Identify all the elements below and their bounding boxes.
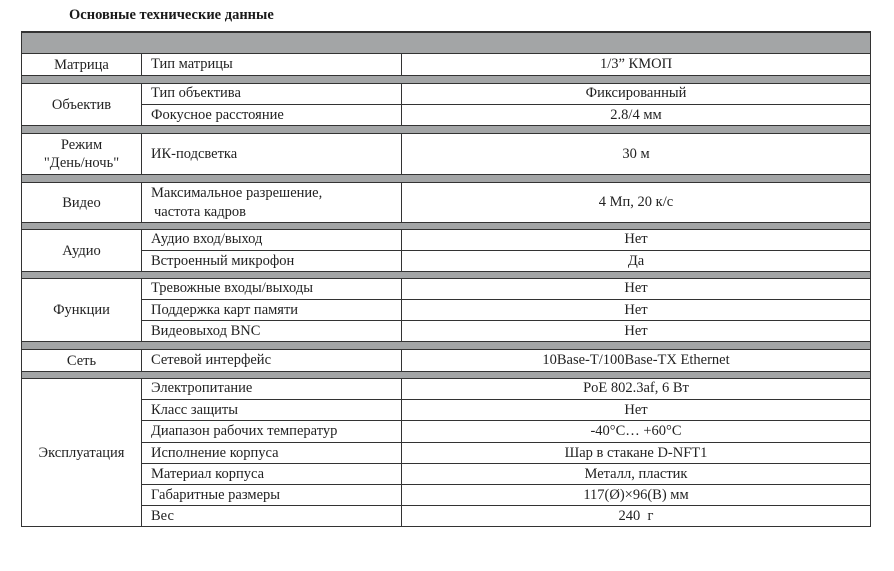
param-value: Да [627,253,645,269]
param-label: Габаритные размеры [142,485,402,505]
param-value: 10Base-T/100Base-TX Ethernet [542,352,730,368]
table-row [142,399,870,420]
param-label: Вес [142,506,402,527]
param-label: Поддержка карт памяти [142,300,402,320]
group-day-night [22,133,870,175]
table-row [142,378,870,399]
param-value: 4 Мп, 20 к/с [598,194,674,210]
param-label: Фокусное расстояние [142,105,402,126]
specs-table [21,31,871,527]
param-label: Электропитание [142,378,402,399]
param-value: 30 м [622,145,650,162]
param-value: Нет [624,323,648,339]
table-row [142,182,870,223]
param-label: Тип матрицы [142,53,402,76]
group-functions [22,278,870,342]
page-title: Основные технические данные [69,7,274,23]
param-label: Аудио вход/выход [142,229,402,250]
param-label-line: частота кадров [154,203,246,220]
header-band [22,32,870,54]
table-row [142,83,870,104]
param-value: Нет [624,280,648,296]
group-name: Объектив [22,83,142,126]
table-row [142,442,870,463]
param-value: 2.8/4 мм [610,107,662,123]
group-video [22,182,870,223]
param-value: -40°C… +60°C [590,423,682,439]
param-value: 117(Ø)×96(В) мм [583,486,689,503]
group-name: Аудио [22,229,142,272]
param-value: Шар в стакане D-NFT1 [564,444,708,461]
table-row [142,349,870,372]
param-label: Встроенный микрофон [142,251,402,272]
param-value: Нет [624,301,648,318]
group-lens [22,83,870,126]
group-audio [22,229,870,272]
param-value: Нет [624,231,648,247]
table-row [142,484,870,505]
group-name-line: Режим [60,137,103,153]
table-row [142,133,870,175]
group-name: Эксплуатация [22,378,142,527]
table-row [142,299,870,320]
group-matrix [22,53,870,76]
table-row [142,104,870,126]
param-label: Диапазон рабочих температур [142,421,402,442]
table-row [142,320,870,342]
table-row [142,278,870,299]
group-name: Функции [22,278,142,342]
table-row [142,420,870,442]
param-value: PoE 802.3af, 6 Вт [583,380,689,396]
group-name-line: "День/ночь" [43,155,120,171]
group-name: Сеть [22,349,142,372]
table-row [142,229,870,250]
param-label: Сетевой интерфейс [142,349,402,372]
param-label: Тип объектива [142,83,402,104]
group-name [22,133,142,175]
group-name: Видео [22,182,142,223]
param-value: 240 г [618,508,654,524]
param-value: Фиксированный [585,85,687,101]
param-label [142,182,402,223]
table-row [142,463,870,484]
table-row [142,505,870,527]
param-label: ИК-подсветка [142,133,402,175]
param-label-line: Максимальное разрешение, [151,184,323,201]
group-name: Матрица [22,53,142,76]
param-value: 1/3” КМОП [599,56,673,72]
param-label: Тревожные входы/выходы [142,278,402,299]
group-operation [22,378,870,527]
param-value: Нет [624,401,648,418]
param-value: Металл, пластик [584,465,688,482]
param-label: Материал корпуса [142,464,402,484]
group-network [22,349,870,372]
table-row [142,53,870,76]
param-label: Видеовыход BNC [142,321,402,342]
table-row [142,250,870,272]
param-label: Класс защиты [142,400,402,420]
param-label: Исполнение корпуса [142,443,402,463]
